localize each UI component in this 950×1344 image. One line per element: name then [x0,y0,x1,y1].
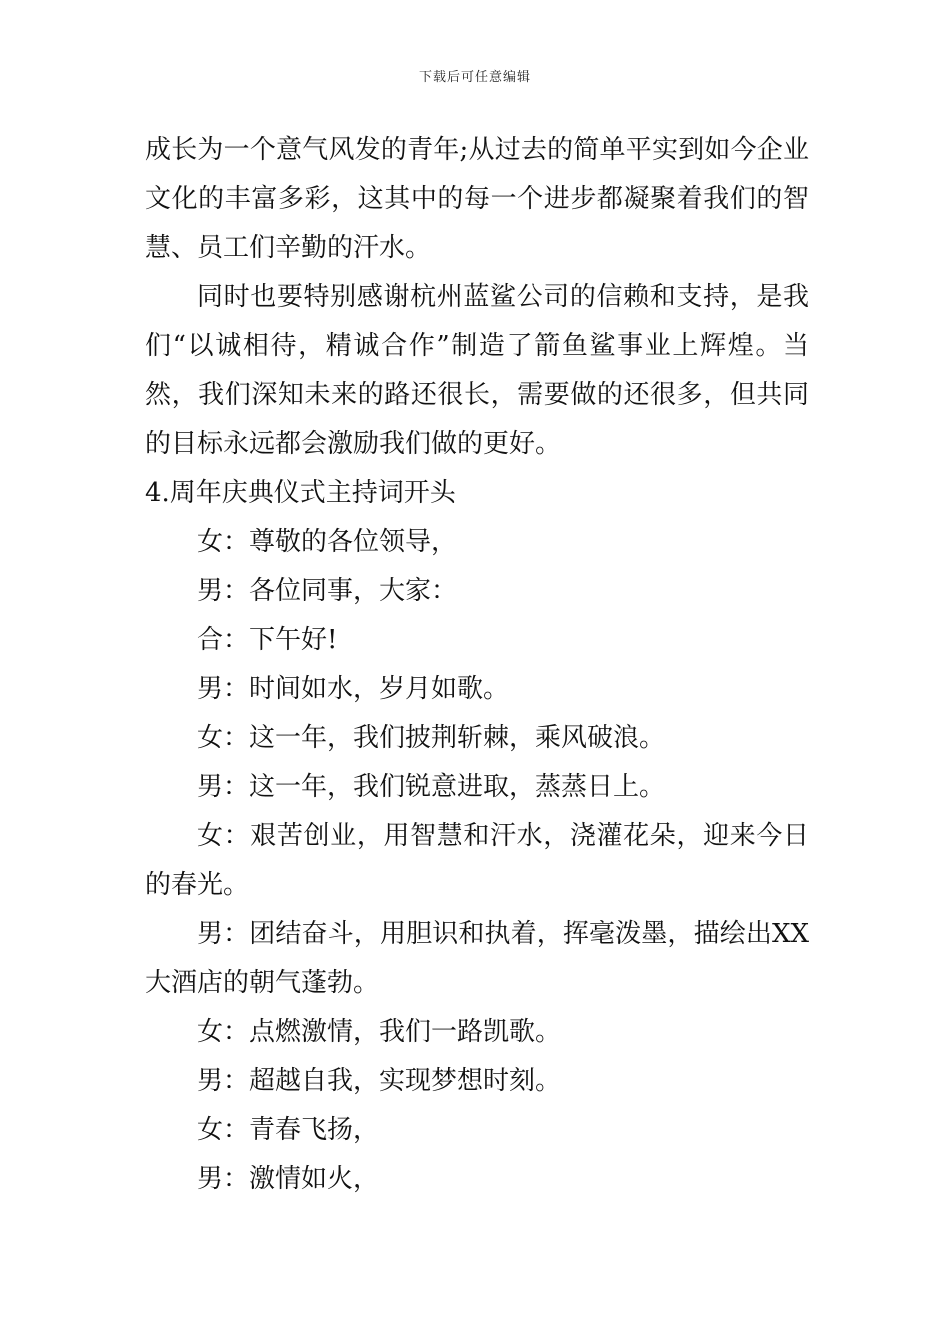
dialogue-line: 男：激情如火， [197,1164,380,1194]
dialogue-line: 女：艰苦创业，用智慧和汗水，浇灌花朵，迎来今日 [197,821,809,851]
text-line: 文化的丰富多彩，这其中的每一个进步都凝聚着我们的智 [145,184,809,214]
text-line: 同时也要特别感谢杭州蓝鲨公司的信赖和支持，是我 [197,282,809,312]
dialogue-line: 男：这一年，我们锐意进取，蒸蒸日上。 [197,772,666,802]
dialogue-line: 合：下午好! [197,625,338,655]
dialogue-line-continuation: 的春光。 [145,870,250,900]
dialogue-line: 女：青春飞扬， [197,1115,380,1145]
dialogue-line: 女：点燃激情，我们一路凯歌。 [197,1017,562,1047]
dialogue-line: 男：各位同事，大家： [197,576,458,606]
document-body [145,126,809,1204]
text-line: 然，我们深知未来的路还很长，需要做的还很多，但共同 [145,380,809,410]
text-line: 的目标永远都会激励我们做的更好。 [145,429,562,459]
dialogue-line-continuation: 大酒店的朝气蓬勃。 [145,968,380,998]
dialogue-line: 男：超越自我，实现梦想时刻。 [197,1066,562,1096]
dialogue-line: 女：尊敬的各位领导， [197,527,458,557]
text-line: 们“以诚相待，精诚合作”制造了箭鱼鲨事业上辉煌。当 [145,331,809,361]
dialogue-line: 男：时间如水，岁月如歌。 [197,674,510,704]
text-line: 成长为一个意气风发的青年;从过去的简单平实到如今企业 [145,135,809,165]
page-header: 下载后可任意编辑 [418,70,531,85]
text-line: 慧、员工们辛勤的汗水。 [145,233,432,263]
dialogue-line: 女：这一年，我们披荆斩棘，乘风破浪。 [197,723,666,753]
section-heading: 4.周年庆典仪式主持词开头 [145,478,456,508]
dialogue-line: 男：团结奋斗，用胆识和执着，挥毫泼墨，描绘出XX [197,919,809,949]
